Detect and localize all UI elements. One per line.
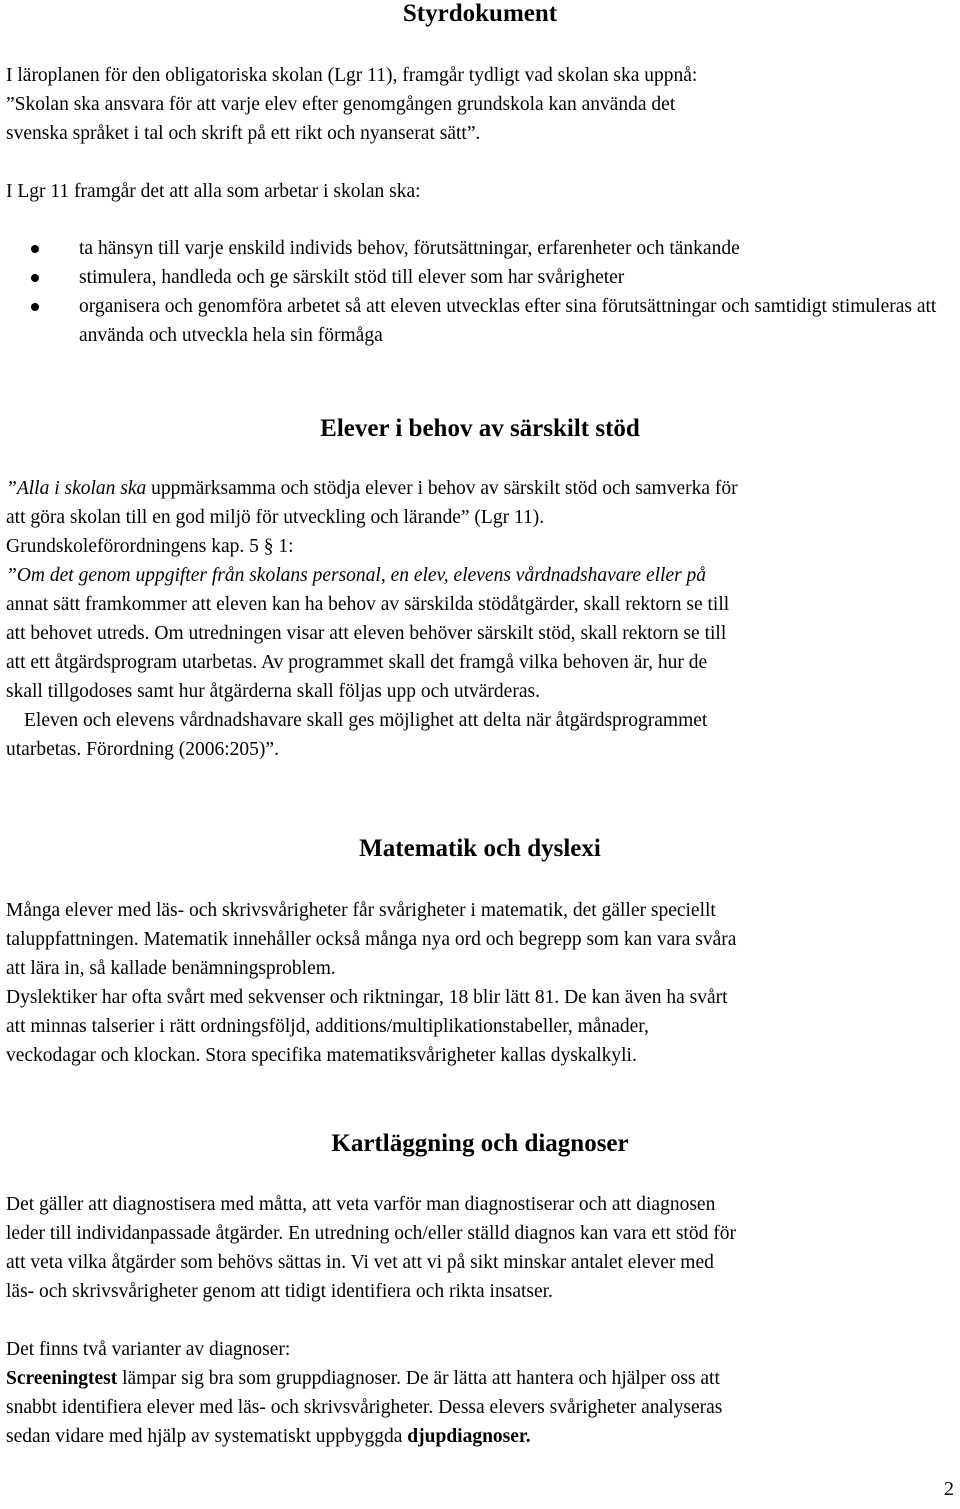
kart-line-3: att veta vilka åtgärder som behövs sättas in. Vi vet att vi på sikt minskar antalet elever med [6, 1252, 714, 1273]
quote-italic: ”Alla i skolan ska [6, 478, 147, 499]
stod-line-5: annat sätt framkommer att eleven kan ha behov av särskilda stödåtgärder, skall rektorn se till [6, 594, 730, 615]
bullet-item: stimulera, handleda och ge särskilt stöd till elever som har svårigheter [6, 263, 950, 292]
stod-line-6: att behovet utreds. Om utredningen visar att eleven behöver särskilt stöd, skall rektorn se till [6, 623, 727, 644]
stod-line-2 [6, 503, 950, 532]
heading-elever-i-behov: Elever i behov av särskilt stöd [320, 415, 640, 442]
intro-paragraph [6, 61, 950, 148]
stod-line-7: att ett åtgärdsprogram utarbetas. Av programmet skall det framgå vilka behoven är, hur de [6, 652, 708, 673]
page-number: 2 [944, 1478, 954, 1500]
bullet-list [6, 234, 950, 350]
kart-line-4: läs- och skrivsvårigheter genom att tidigt identifiera och rikta insatser. [6, 1281, 553, 1302]
heading-styrdokument: Styrdokument [402, 0, 558, 27]
bullet-item: organisera och genomföra arbetet så att eleven utvecklas efter sina förutsättningar och samtidigt stimuleras att använda och utveckla hela sin förmåga [6, 292, 950, 350]
stod-line-4: ”Om det genom uppgifter från skolans personal, en elev, elevens vårdnadshavare eller på [6, 565, 707, 586]
intro-line-2: ”Skolan ska ansvara för att varje elev efter genomgången grundskola kan använda det [6, 94, 676, 115]
bullet-item: ta hänsyn till varje enskild individs behov, förutsättningar, erfarenheter och tänkande [6, 234, 950, 263]
stod-line-9: Eleven och elevens vårdnadshavare skall ges möjlighet att delta när åtgärdsprogrammet [24, 710, 708, 731]
mat-line-3: att lära in, så kallade benämningsproblem. [6, 958, 336, 979]
stod-line-10: utarbetas. Förordning (2006:205)”. [6, 739, 279, 760]
diag-text: lämpar sig bra som gruppdiagnoser. De är lätta att hantera och hjälper oss att [117, 1368, 720, 1389]
mat-line-2: taluppfattningen. Matematik innehåller också många nya ord och begrepp som kan vara svåra [6, 929, 737, 950]
djupdiagnoser-term: djupdiagnoser. [407, 1426, 531, 1447]
kart-line-2: leder till individanpassade åtgärder. En utredning och/eller ställd diagnos kan vara ett stöd för [6, 1223, 736, 1244]
stod-paragraph [6, 474, 950, 764]
heading-matematik-dyslexi: Matematik och dyslexi [359, 835, 601, 862]
mat-line-5: att minnas talserier i rätt ordningsföljd, additions/multiplikationstabeller, månader, [6, 1016, 649, 1037]
diagnoser-paragraph [6, 1335, 950, 1451]
lgr-paragraph: I Lgr 11 framgår det att alla som arbetar i skolan ska: [6, 181, 421, 202]
mat-line-6: veckodagar och klockan. Stora specifika matematiksvårigheter kallas dyskalkyli. [6, 1045, 637, 1066]
mat-line-4: Dyslektiker har ofta svårt med sekvenser och riktningar, 18 blir lätt 81. De kan även ha svårt [6, 987, 728, 1008]
diag-text: sedan vidare med hjälp av systematiskt uppbyggda [6, 1426, 408, 1447]
diag-line-4 [6, 1422, 950, 1451]
matematik-paragraph [6, 896, 950, 1070]
quote-text: uppmärksamma och stödja elever i behov av särskilt stöd och samverka för [146, 478, 738, 499]
stod-line-1 [6, 474, 950, 503]
intro-line-1: I läroplanen för den obligatoriska skolan (Lgr 11), framgår tydligt vad skolan ska uppnå: [6, 65, 698, 86]
intro-line-3: svenska språket i tal och skrift på ett rikt och nyanserat sätt”. [6, 123, 481, 144]
heading-kartlaggning: Kartläggning och diagnoser [331, 1130, 629, 1157]
mat-line-1: Många elever med läs- och skrivsvårigheter får svårigheter i matematik, det gäller speciellt [6, 900, 716, 921]
kartlaggning-paragraph [6, 1190, 950, 1306]
quote-text: att göra skolan till en god miljö för utveckling och lärande [6, 507, 461, 528]
quote-source: ” (Lgr 11). [460, 507, 545, 528]
diag-line-2 [6, 1364, 950, 1393]
kart-line-1: Det gäller att diagnostisera med måtta, att veta varför man diagnostiserar och att diagnosen [6, 1194, 716, 1215]
stod-line-3: Grundskoleförordningens kap. 5 § 1: [6, 536, 294, 557]
diag-line-3: snabbt identifiera elever med läs- och skrivsvårigheter. Dessa elevers svårigheter analyseras [6, 1397, 723, 1418]
stod-line-8: skall tillgodoses samt hur åtgärderna skall följas upp och utvärderas. [6, 681, 540, 702]
diag-line-1: Det finns två varianter av diagnoser: [6, 1339, 291, 1360]
screeningtest-term: Screeningtest [6, 1368, 118, 1389]
